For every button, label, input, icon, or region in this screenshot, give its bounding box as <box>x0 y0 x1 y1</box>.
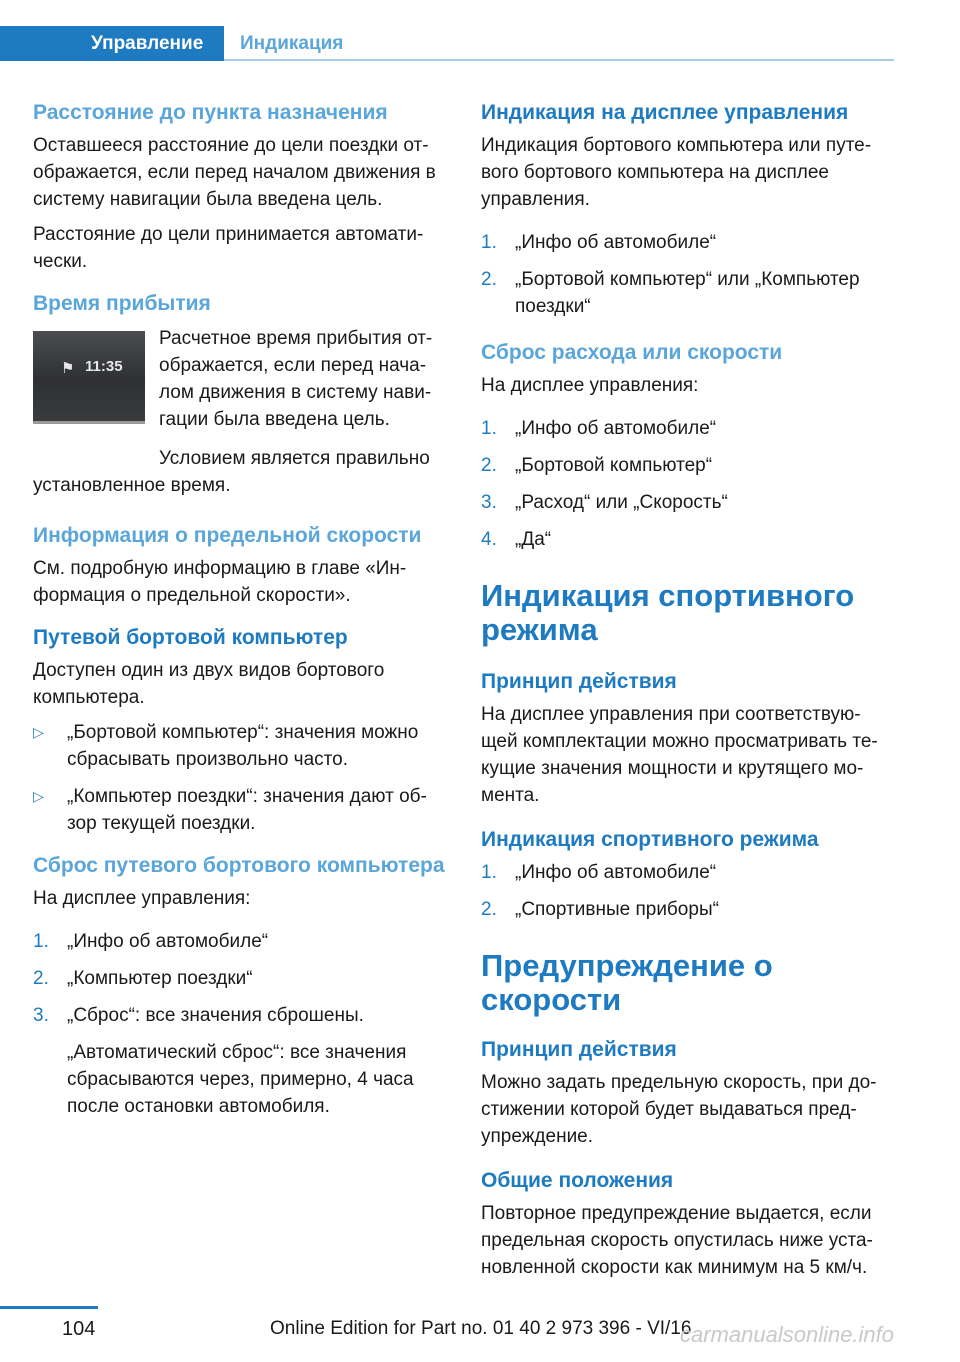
triangle-bullet-icon: ▷ <box>33 788 44 804</box>
section-title-reset-consumption: Сброс расхода или скорости <box>481 341 783 364</box>
list-item: 3. „Расход“ или „Скорость“ <box>481 492 728 513</box>
numbered-list <box>481 415 896 553</box>
right-column <box>481 100 896 1289</box>
paragraph: Индикация бортового компьютера или путе-вого бортового компьютера на дисплее управления. <box>481 135 872 210</box>
footer-accent-line <box>0 1306 98 1309</box>
paragraph: Условием является правильно установленное время. <box>33 448 430 496</box>
list-item: ▷ „Бортовой компьютер“: значения можно сбрасывать произвольно часто. <box>33 719 448 773</box>
chapter-title-speed-warning: Предупреждение о скорости <box>481 948 773 1017</box>
section-title-distance: Расстояние до пункта назначения <box>33 101 388 124</box>
list-item: 2. „Спортивные приборы“ <box>481 899 719 920</box>
section-title-reset-trip: Сброс путевого бортового компьютера <box>33 854 445 877</box>
list-item: 1. „Инфо об автомобиле“ <box>33 931 269 952</box>
list-item: 3. „Сброс“: все значения сброшены. <box>33 1005 364 1026</box>
paragraph: Расстояние до цели принимается автомати-чески. <box>33 224 424 272</box>
list-item: 1. „Инфо об автомобиле“ <box>481 232 717 253</box>
subsection-title-principle: Принцип действия <box>481 670 677 693</box>
list-item-continuation: „Автоматический сброс“: все значения сбрасываются через, примерно, 4 часа после остановки автомобиля. <box>67 1042 414 1117</box>
section-title-trip-computer: Путевой бортовой компьютер <box>33 626 348 649</box>
arrival-time-display-image <box>33 331 145 424</box>
list-item: 2. „Бортовой компьютер“ <box>481 455 713 476</box>
list-item: 2. „Бортовой компьютер“ или „Компьютер поездки“ <box>481 269 860 317</box>
subsection-title-sport-display: Индикация спортивного режима <box>481 828 819 851</box>
list-item: 1. „Инфо об автомобиле“ <box>481 862 717 883</box>
paragraph: На дисплее управления: <box>481 375 699 396</box>
list-item: 4. „Да“ <box>481 529 552 550</box>
section-title-speed-limit: Информация о предельной скорости <box>33 524 422 547</box>
subsection-title-general: Общие положения <box>481 1169 674 1192</box>
arrival-block <box>33 325 448 441</box>
section-title-display: Индикация на дисплее управления <box>481 101 849 124</box>
chapter-title-sport-display: Индикация спортивного режима <box>481 578 855 647</box>
numbered-list <box>33 928 448 1029</box>
left-column <box>33 100 448 1130</box>
paragraph: Расчетное время прибытия от-ображается, если перед нача-лом движения в систему нави-гации была введена цель. <box>159 328 433 430</box>
edition-note: Online Edition for Part no. 01 40 2 973 396 - VI/16 <box>270 1318 692 1339</box>
bullet-list <box>33 719 448 837</box>
paragraph: См. подробную информацию в главе «Ин-формация о предельной скорости». <box>33 558 407 606</box>
page-number: 104 <box>62 1318 96 1340</box>
subsection-title-principle: Принцип действия <box>481 1038 677 1061</box>
header-divider <box>224 59 894 61</box>
numbered-list <box>481 859 896 923</box>
paragraph: На дисплее управления: <box>33 888 251 909</box>
watermark: carmanualsonline.info <box>680 1322 895 1347</box>
tab-display: Индикация <box>240 33 344 54</box>
destination-flag-icon: ⚑ <box>61 360 75 377</box>
paragraph: На дисплее управления при соответствую-щей комплектации можно просматривать те-кущие значения мощности и крутящего мо-мента. <box>481 704 878 806</box>
triangle-bullet-icon: ▷ <box>33 724 44 740</box>
tab-control: Управление <box>0 26 224 61</box>
paragraph: Можно задать предельную скорость, при до-стижении которой будет выдаваться пред-упреждение. <box>481 1072 877 1147</box>
numbered-list <box>481 229 896 320</box>
arrival-clock-time: 11:35 <box>85 358 123 375</box>
section-title-arrival: Время прибытия <box>33 292 211 315</box>
paragraph: Доступен один из двух видов бортового компьютера. <box>33 660 385 708</box>
list-item: ▷ „Компьютер поездки“: значения дают об-зор текущей поездки. <box>33 783 448 837</box>
page-header <box>0 0 960 64</box>
list-item: 1. „Инфо об автомобиле“ <box>481 418 717 439</box>
paragraph: Оставшееся расстояние до цели поездки от-ображается, если перед началом движения в систему навигации была введена цель. <box>33 135 436 210</box>
paragraph: Повторное предупреждение выдается, если предельная скорость опустилась ниже уста-новленной скорости как минимум на 5 км/ч. <box>481 1203 873 1278</box>
list-item: 2. „Компьютер поездки“ <box>33 968 253 989</box>
